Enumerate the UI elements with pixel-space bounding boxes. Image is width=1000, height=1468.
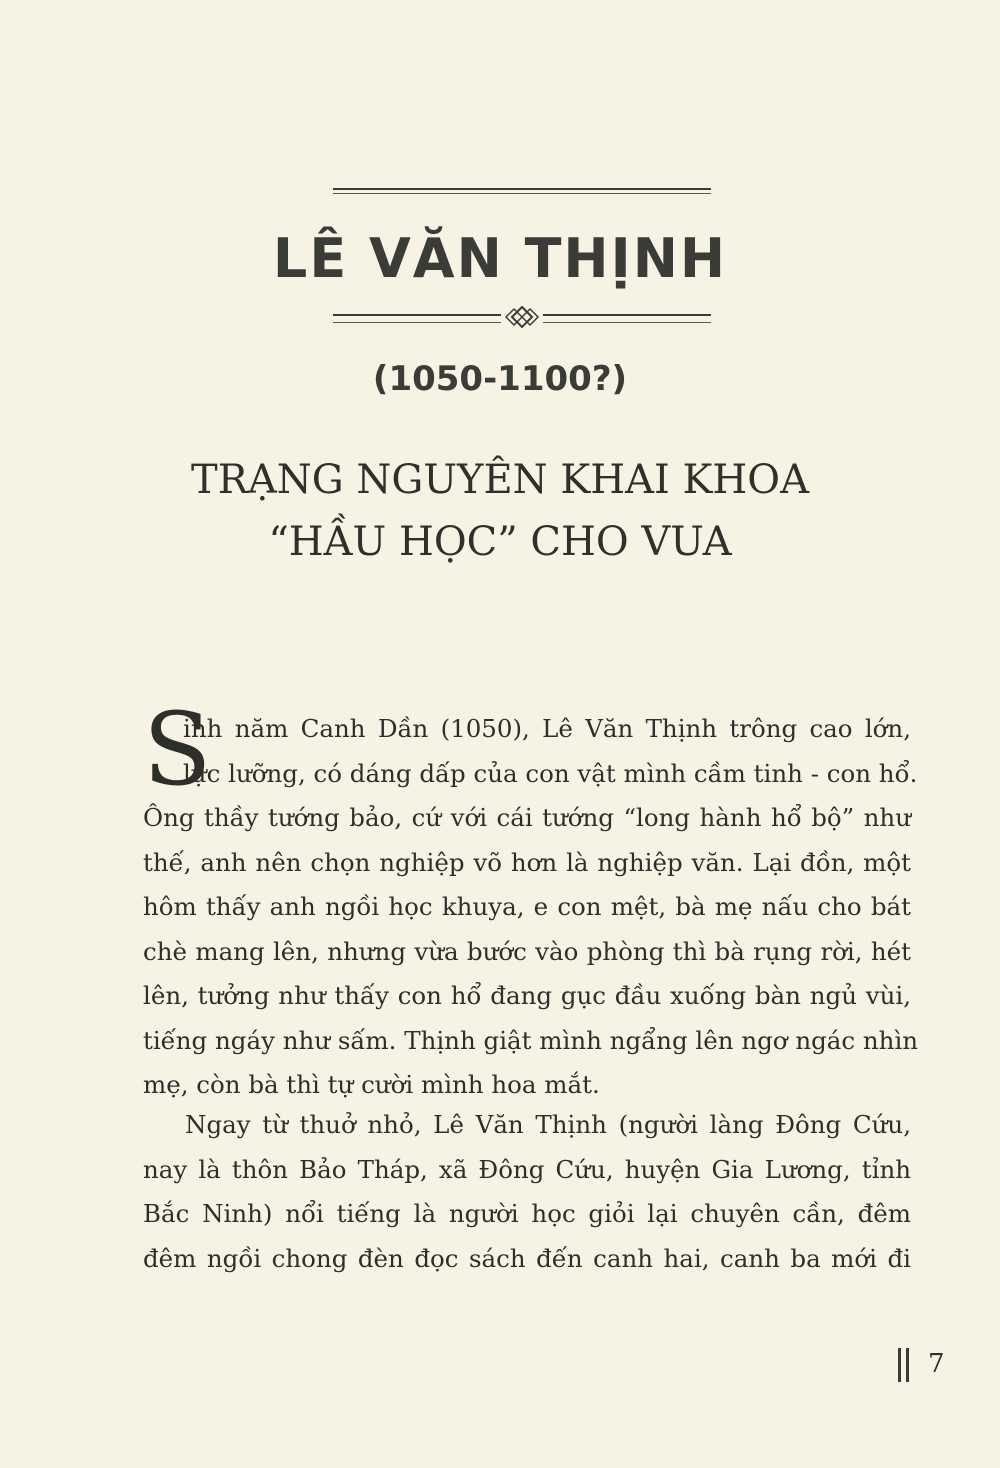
text-line: Ngay từ thuở nhỏ, Lê Văn Thịnh (người làng Đông Cứu, [185, 1110, 911, 1139]
text-line: nay là thôn Bảo Tháp, xã Đông Cứu, huyện Gia Lương, tỉnh [143, 1154, 911, 1184]
chapter-subtitle-line1: TRẠNG NGUYÊN KHAI KHOA [191, 457, 809, 503]
footer-bar-left [898, 1348, 901, 1382]
page-number: 7 [928, 1349, 945, 1379]
text-line: Ông thầy tướng bảo, cứ với cái tướng “long hành hổ bộ” như [143, 803, 911, 832]
text-line: chè mang lên, nhưng vừa bước vào phòng thì bà rụng rời, hét [143, 936, 911, 966]
chapter-title: LÊ VĂN THỊNH [272, 227, 728, 290]
text-line: lực lưỡng, có dáng dấp của con vật mình cầm tinh - con hổ. [183, 758, 918, 788]
footer-bar-right [906, 1348, 909, 1382]
text-line: inh năm Canh Dần (1050), Lê Văn Thịnh trông cao lớn, [183, 714, 911, 743]
text-line: mẹ, còn bà thì tự cười mình hoa mắt. [143, 1070, 600, 1099]
chapter-years: (1050-1100?) [372, 359, 628, 399]
text-line: hôm thấy anh ngồi học khuya, e con mệt, bà mẹ nấu cho bát [143, 892, 911, 921]
ornament-rule-left [333, 314, 501, 323]
ornament-rule-right [543, 314, 711, 323]
drop-cap: S [143, 691, 212, 808]
chapter-subtitle-line2: “HẦU HỌC” CHO VUA [268, 519, 732, 565]
top-rule-thin [333, 193, 711, 194]
top-rule-thick [333, 188, 711, 190]
text-line: lên, tưởng như thấy con hổ đang gục đầu xuống bàn ngủ vùi, [143, 981, 911, 1010]
text-line: đêm ngồi chong đèn đọc sách đến canh hai, canh ba mới đi [143, 1243, 911, 1273]
text-line: tiếng ngáy như sấm. Thịnh giật mình ngẩng lên ngơ ngác nhìn [143, 1025, 919, 1055]
diamond-ornament-icon [504, 305, 540, 329]
text-line: Bắc Ninh) nổi tiếng là người học giỏi lại chuyên cần, đêm [143, 1199, 911, 1228]
text-line: thế, anh nên chọn nghiệp võ hơn là nghiệp văn. Lại đồn, một [143, 847, 911, 877]
